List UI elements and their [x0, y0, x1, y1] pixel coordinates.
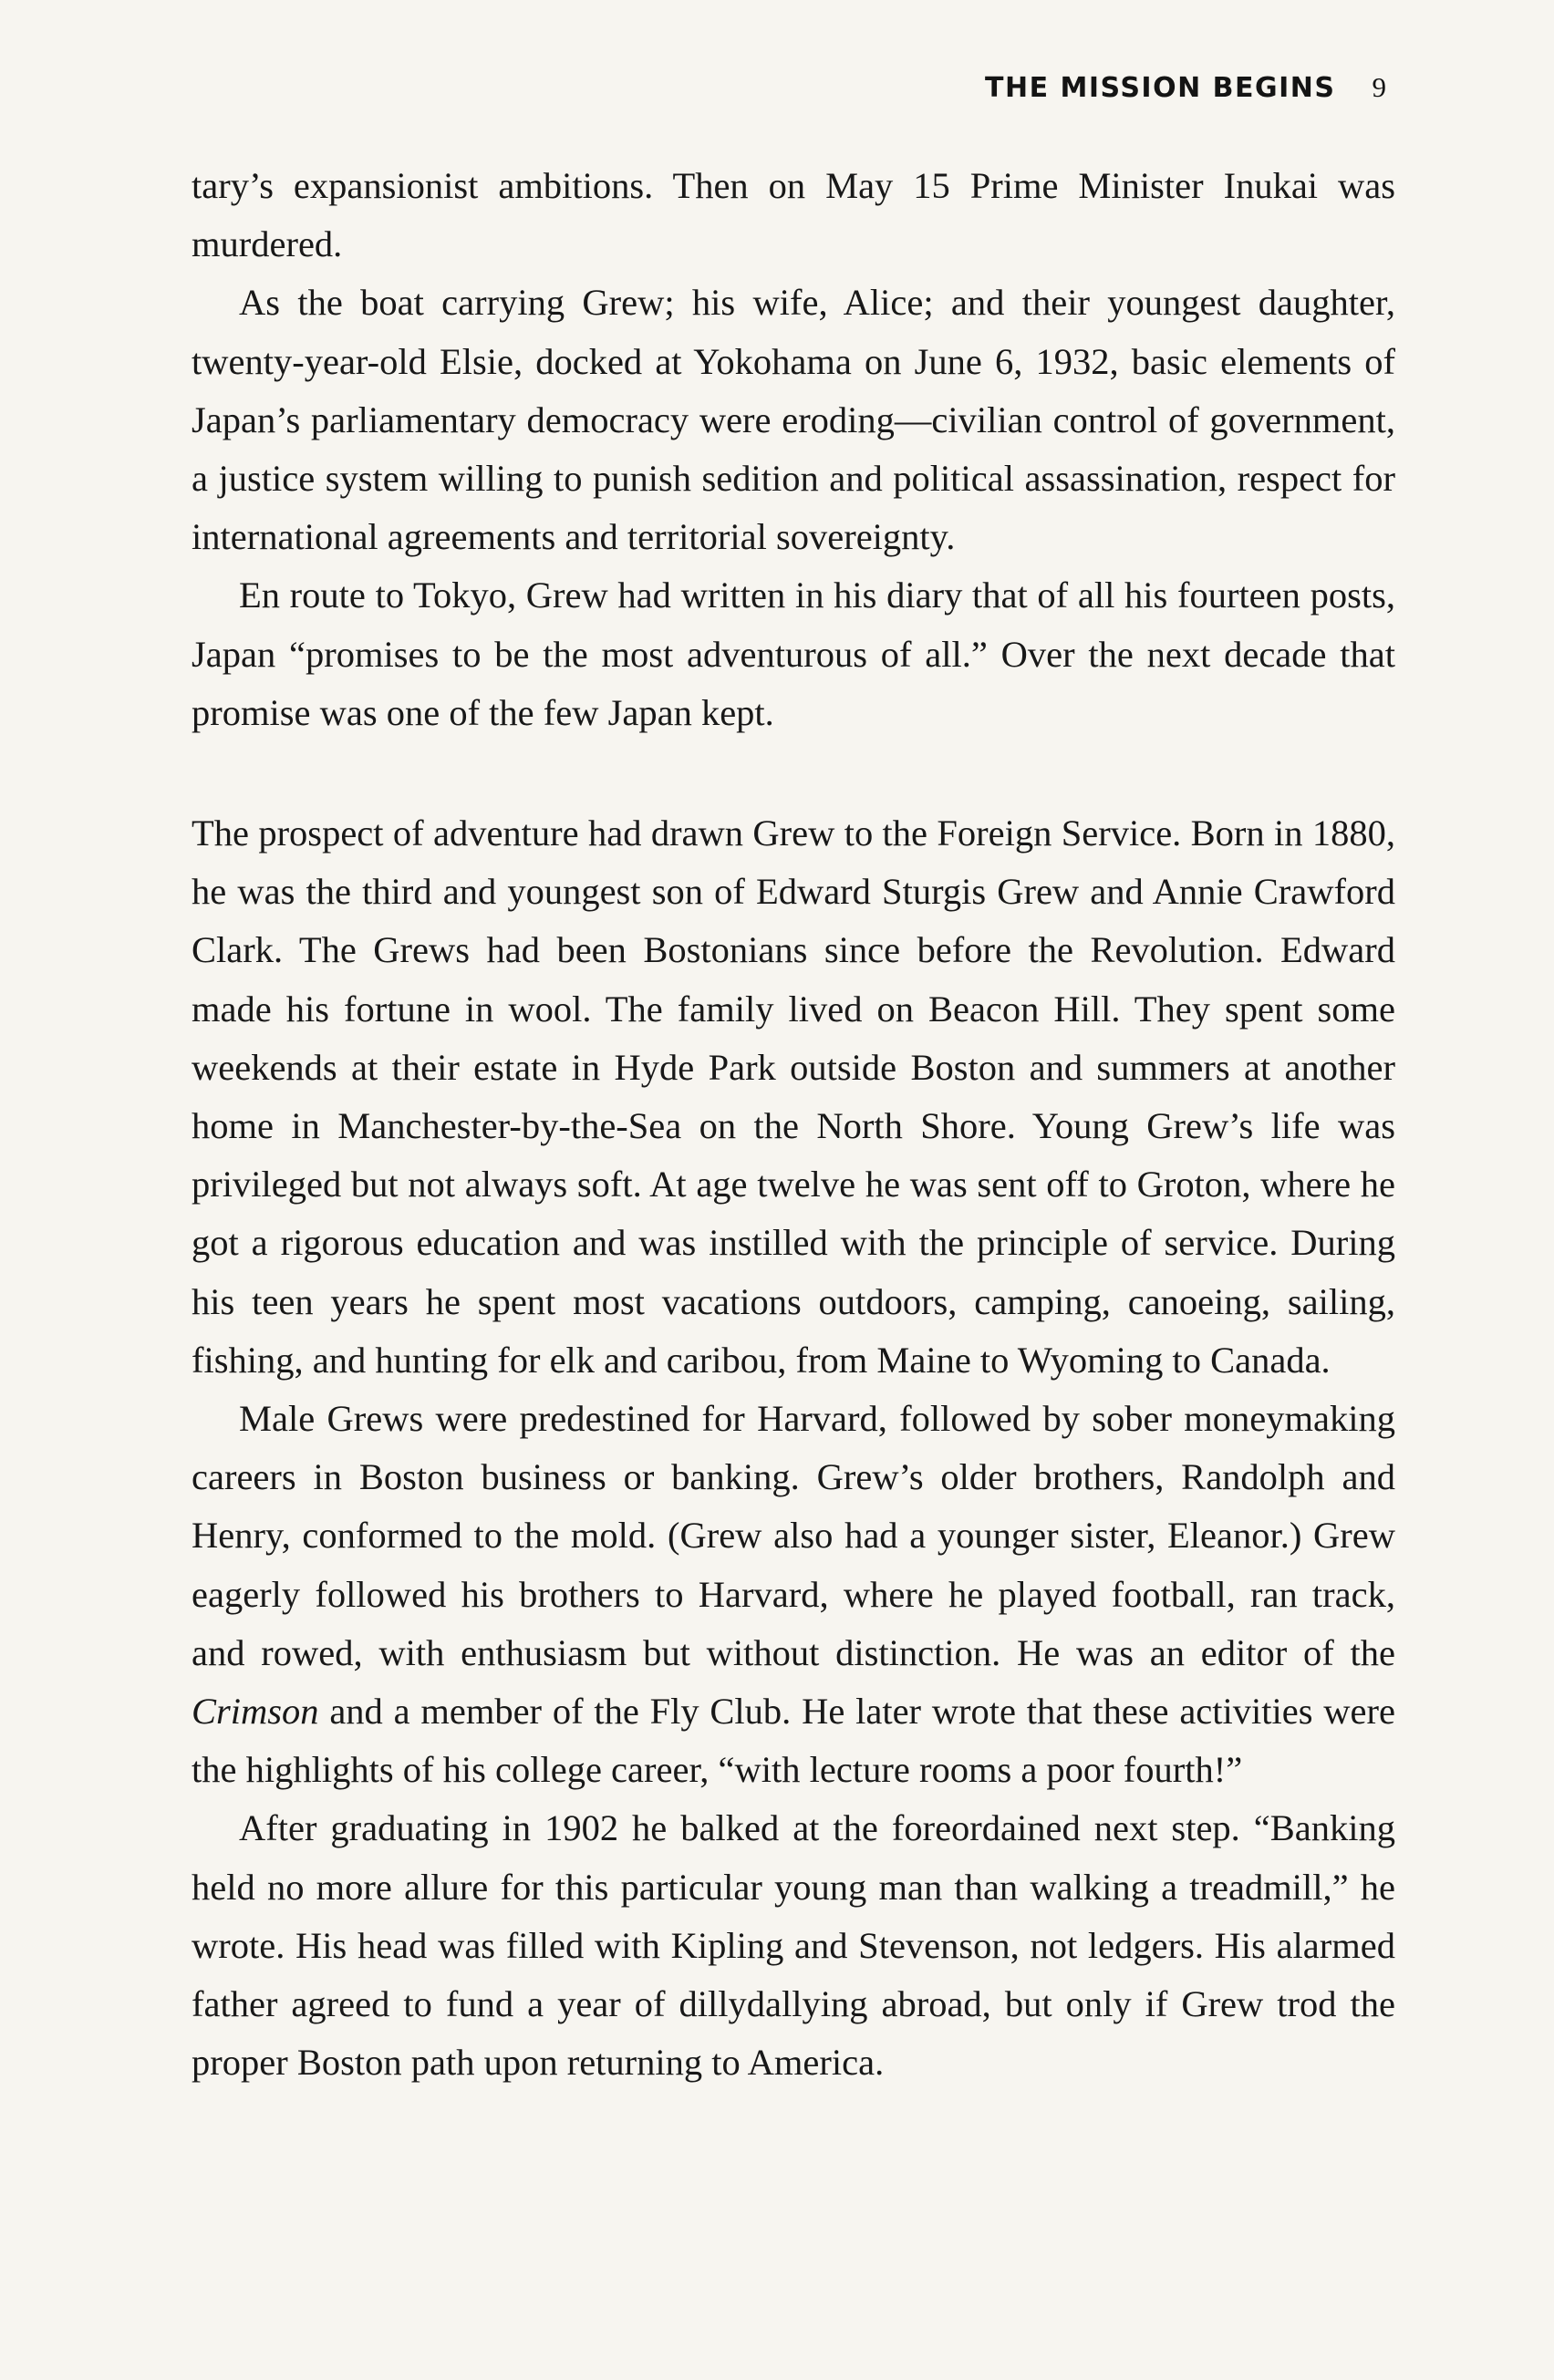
paragraph-arrival: As the boat carrying Grew; his wife, Alice; and their youngest daughter, twenty-year-old Elsie, docked at Yokohama on June 6, 1932, basic elements of Japan’s parliamentary democracy were eroding—civilian control of government, a justice system willing to punish sedition and political assassination, respect for international agreements and territorial sovereignty.: [192, 282, 1395, 558]
paragraph-diary: En route to Tokyo, Grew had written in his diary that of all his fourteen posts, Japan “promises to be the most adventurous of all.” Over the next decade that promise was one of the few Japan kept.: [192, 574, 1395, 733]
crimson-after: and a member of the Fly Club. He later wrote that these activities were the highlights of his college career, “with lecture rooms a poor fourth!”: [192, 1691, 1395, 1791]
harvard-text: Male Grews were predestined for Harvard, followed by sober moneymaking careers in Boston business or banking. Grew’s older brothers, Randolph and Henry, conformed to the mold. (Grew also had a younger sister, Eleanor.) Grew eagerly followed his brothers to Harvard, where he played football, ran track, and rowed, with enthusiasm but without distinction.: [192, 1398, 1395, 1673]
paragraph-continuation: tary’s expansionist ambitions. Then on May 15 Prime Minister Inukai was murdered.: [192, 165, 1395, 265]
paragraph-graduation: After graduating in 1902 he balked at the foreordained next step. “Banking held no more allure for this particular young man than walking a treadmill,” he wrote. His head was filled with Kipling and Stevenson, not ledgers. His alarmed father agreed to fund a year of dillydallying abroad, but only if Grew trod the proper Boston path upon returning to America.: [192, 1807, 1395, 2084]
running-head: [985, 71, 1386, 104]
paragraph-background: The prospect of adventure had drawn Grew to the Foreign Service. Born in 1880, he was the third and youngest son of Edward Sturgis Grew and Annie Crawford Clark. The Grews had been Bostonians since before the Revolution. Edward made his fortune in wool. The family lived on Beacon Hill. They spent some weekends at their estate in Hyde Park outside Boston and summers at another home in Manchester-by-the-Sea on the North Shore. Young Grew’s life was privileged but not always soft. At age twelve he was sent off to Groton, where he got a rigorous education and was instilled with the principle of service. During his teen years he spent most vacations outdoors, camping, canoeing, sailing, fishing, and hunting for elk and caribou, from Maine to Wyoming to Canada.: [192, 812, 1395, 1381]
page-number: 9: [1372, 71, 1386, 103]
crimson-before: He was an editor of the: [1017, 1631, 1395, 1673]
paragraph-harvard: [192, 1390, 1395, 1799]
crimson-title: Crimson: [192, 1691, 319, 1733]
running-title: THE MISSION BEGINS: [985, 72, 1336, 104]
body-text: [192, 157, 1395, 2093]
